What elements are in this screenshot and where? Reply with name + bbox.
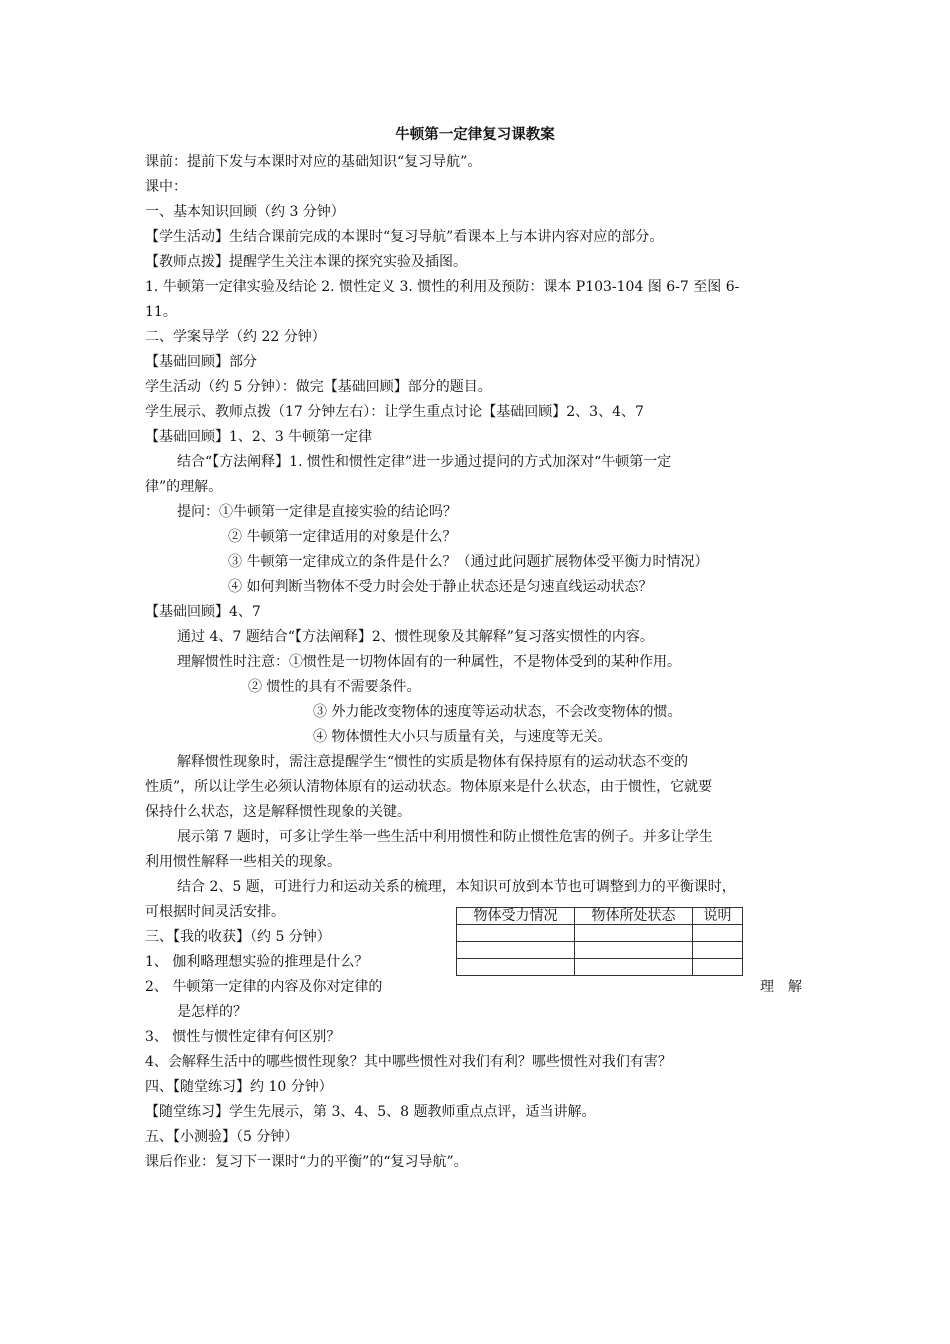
section-heading: 二、学案导学（约 22 分钟）: [145, 329, 326, 345]
table-cell: [693, 959, 743, 976]
list-item: 3、 惯性与惯性定律有何区别？: [145, 1029, 341, 1045]
text-line: 11。: [145, 304, 177, 320]
table-row: [457, 959, 743, 976]
question-line: ③ 牛顿第一定律成立的条件是什么？（通过此问题扩展物体受平衡力时情况）: [228, 554, 709, 570]
section-heading: 五、【小测验】（5 分钟）: [145, 1129, 299, 1145]
list-item-continuation: 是怎样的？: [177, 1004, 247, 1020]
text-line: 利用惯性解释一些相关的现象。: [145, 854, 341, 870]
list-item: 1、 伽利略理想实验的推理是什么？: [145, 954, 369, 970]
text-line: 【教师点拨】提醒学生关注本课的探究实验及插图。: [145, 254, 467, 270]
table-header: 物体所处状态: [575, 908, 693, 925]
text-line: 【基础回顾】4、7: [145, 604, 261, 620]
table-cell: [457, 925, 575, 942]
list-item: 4、会解释生活中的哪些惯性现象？其中哪些惯性对我们有利？哪些惯性对我们有害？: [145, 1054, 672, 1070]
table-row: [457, 925, 743, 942]
table-cell: [575, 959, 693, 976]
text-line: 1. 牛顿第一定律实验及结论 2. 惯性定义 3. 惯性的利用及预防：课本 P103-104 图 6-7 至图 6-: [145, 279, 740, 295]
document-title: 牛顿第一定律复习课教案: [395, 126, 555, 143]
table-cell: [693, 942, 743, 959]
text-line: ③ 外力能改变物体的速度等运动状态，不会改变物体的惯。: [313, 704, 682, 720]
table-row: [457, 942, 743, 959]
text-line: 展示第 7 题时，可多让学生举一些生活中利用惯性和防止惯性危害的例子。并多让学生: [177, 829, 713, 845]
section-heading: 三、【我的收获】（约 5 分钟）: [145, 929, 331, 945]
text-line: 解释惯性现象时，需注意提醒学生“惯性的实质是物体有保持原有的运动状态不变的: [177, 754, 689, 770]
question-line: 提问：①牛顿第一定律是直接实验的结论吗？: [177, 504, 457, 520]
text-line: 【学生活动】生结合课前完成的本课时“复习导航”看课本上与本讲内容对应的部分。: [145, 229, 664, 245]
table-cell: [457, 959, 575, 976]
section-heading: 一、基本知识回顾（约 3 分钟）: [145, 204, 345, 220]
question-line: ② 牛顿第一定律适用的对象是什么？: [228, 529, 457, 545]
text-line: 课中：: [145, 179, 187, 195]
text-line: 结合 2、5 题，可进行力和运动关系的梳理，本知识可放到本节也可调整到力的平衡课时，: [177, 879, 736, 895]
force-state-table: [456, 907, 743, 976]
text-line: ④ 物体惯性大小只与质量有关，与速度等无关。: [313, 729, 612, 745]
table-cell: [457, 942, 575, 959]
section-heading: 四、【随堂练习】约 10 分钟）: [145, 1079, 333, 1095]
text-line: 【基础回顾】部分: [145, 354, 257, 370]
text-line: 【随堂练习】学生先展示，第 3、4、5、8 题教师重点点评，适当讲解。: [145, 1104, 596, 1120]
text-line: 保持什么状态，这是解释惯性现象的关键。: [145, 804, 411, 820]
text-line: 通过 4、7 题结合“【方法阐释】2、惯性现象及其解释”复习落实惯性的内容。: [177, 629, 654, 645]
table-cell: [575, 925, 693, 942]
text-line: 【基础回顾】1、2、3 牛顿第一定律: [145, 429, 373, 445]
text-line: 理解惯性时注意：①惯性是一切物体固有的一种属性，不是物体受到的某种作用。: [177, 654, 681, 670]
text-line: 可根据时间灵活安排。: [145, 904, 285, 920]
table-header: 说明: [693, 908, 743, 925]
question-line: ④ 如何判断当物体不受力时会处于静止状态还是匀速直线运动状态？: [228, 579, 653, 595]
text-line: 律”的理解。: [145, 479, 223, 495]
list-item: 2、 牛顿第一定律的内容及你对定律的: [145, 979, 383, 995]
text-line: ② 惯性的具有不需要条件。: [248, 679, 421, 695]
text-line: 性质”，所以让学生必须认清物体原有的运动状态。物体原来是什么状态，由于惯性，它就要: [145, 779, 713, 795]
text-line: 课后作业：复习下一课时“力的平衡”的“复习导航”。: [145, 1154, 468, 1170]
table-cell: [693, 925, 743, 942]
text-line: 学生展示、教师点拨（17 分钟左右）：让学生重点讨论【基础回顾】2、3、4、7: [145, 404, 644, 420]
text-line: 课前：提前下发与本课时对应的基础知识“复习导航”。: [145, 154, 482, 170]
table-header-row: [457, 908, 743, 925]
table-header: 物体受力情况: [457, 908, 575, 925]
text-line: 学生活动（约 5 分钟）：做完【基础回顾】部分的题目。: [145, 379, 492, 395]
table-cell: [575, 942, 693, 959]
text-line: 结合“【方法阐释】1. 惯性和惯性定律”进一步通过提问的方式加深对“牛顿第一定: [177, 454, 672, 470]
text-fragment: 理 解: [760, 979, 802, 995]
